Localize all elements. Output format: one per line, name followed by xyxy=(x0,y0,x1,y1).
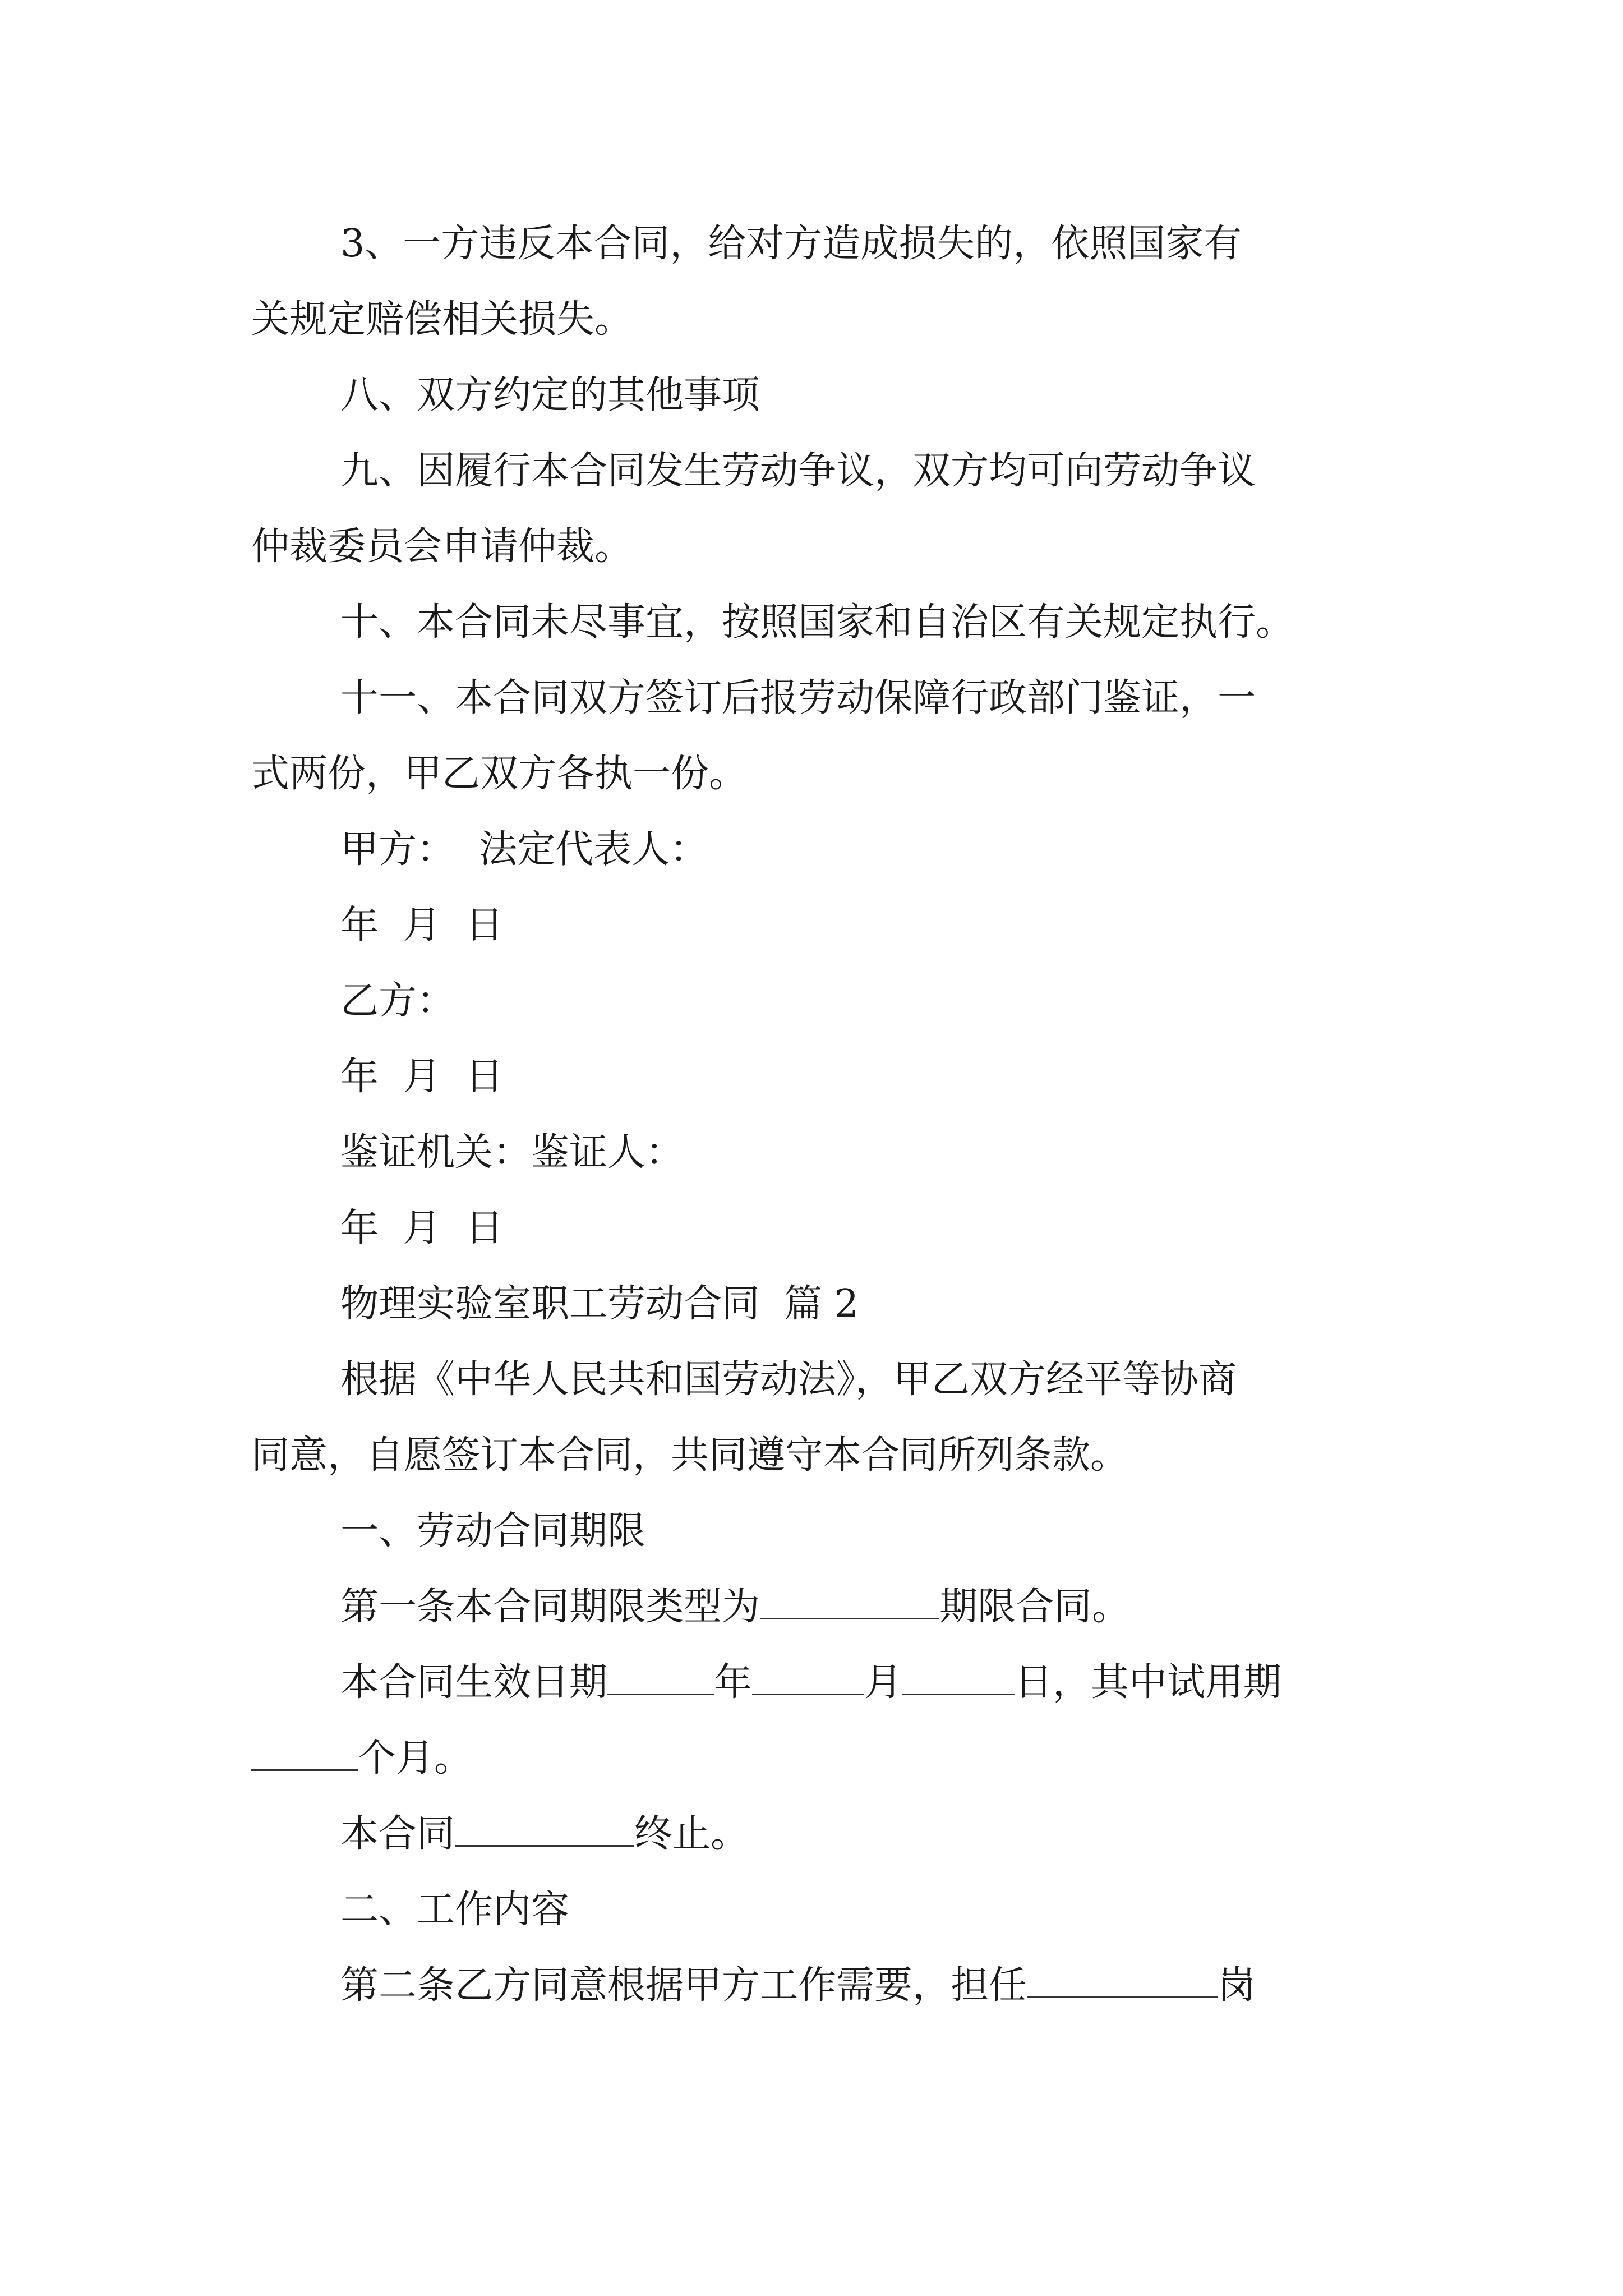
article-2-line xyxy=(340,1963,1256,2008)
position-blank[interactable] xyxy=(1027,1964,1218,1998)
clause-9-line-1: 九、因履行本合同发生劳动争议，双方均可向劳动争议 xyxy=(340,449,1256,493)
clause-10: 十、本合同未尽事宜，按照国家和自治区有关规定执行。 xyxy=(340,600,1294,645)
preamble-line-2: 同意，自愿签订本合同，共同遵守本合同所列条款。 xyxy=(251,1433,1129,1478)
article-2-suffix: 岗 xyxy=(1218,1963,1256,2008)
attestation-date-line: 年 月 日 xyxy=(340,1206,504,1250)
month-blank[interactable] xyxy=(752,1661,864,1695)
effective-date-label: 本合同生效日期 xyxy=(340,1660,608,1705)
trial-months-label: 个月。 xyxy=(358,1736,473,1780)
clause-3-line-2: 关规定赔偿相关损失。 xyxy=(251,297,633,342)
clause-9-line-2: 仲裁委员会申请仲裁。 xyxy=(251,524,633,569)
clause-3-line-1: 3、一方违反本合同，给对方造成损失的，依照国家有 xyxy=(340,222,1242,266)
preamble-line-1: 根据《中华人民共和国劳动法》，甲乙双方经平等协商 xyxy=(340,1358,1237,1402)
termination-suffix: 终止。 xyxy=(634,1812,749,1856)
chapter-1-heading: 一、劳动合同期限 xyxy=(340,1509,646,1553)
attestation-signature-line: 鉴证机关：鉴证人： xyxy=(340,1130,684,1175)
section-title: 物理实验室职工劳动合同 篇 2 xyxy=(340,1282,859,1326)
termination-blank[interactable] xyxy=(455,1812,634,1847)
month-label: 月 xyxy=(864,1660,903,1705)
party-b-date-line: 年 月 日 xyxy=(340,1055,504,1099)
trial-period-line xyxy=(251,1736,472,1781)
effective-date-line xyxy=(340,1660,1281,1705)
article-2-text: 第二条乙方同意根据甲方工作需要，担任 xyxy=(340,1963,1027,2008)
article-1-line xyxy=(340,1585,1130,1630)
day-trial-label: 日，其中试用期 xyxy=(1015,1660,1282,1705)
day-blank[interactable] xyxy=(902,1661,1015,1695)
trial-months-blank[interactable] xyxy=(251,1737,358,1771)
article-1-text: 第一条本合同期限类型为 xyxy=(340,1585,760,1629)
party-b-signature-line: 乙方： xyxy=(340,979,455,1023)
clause-8-heading: 八、双方约定的其他事项 xyxy=(340,373,760,417)
contract-type-blank[interactable] xyxy=(760,1585,939,1619)
clause-11-line-1: 十一、本合同双方签订后报劳动保障行政部门鉴证，一 xyxy=(340,676,1256,720)
year-blank[interactable] xyxy=(607,1661,714,1695)
party-a-signature-line: 甲方： 法定代表人： xyxy=(340,827,708,872)
chapter-2-heading: 二、工作内容 xyxy=(340,1888,570,1932)
party-a-date-line: 年 月 日 xyxy=(340,903,504,947)
article-1-suffix: 期限合同。 xyxy=(939,1585,1131,1629)
termination-line xyxy=(340,1812,749,1857)
termination-label: 本合同 xyxy=(340,1812,455,1856)
year-label: 年 xyxy=(714,1660,753,1705)
clause-11-line-2: 式两份，甲乙双方各执一份。 xyxy=(251,752,748,796)
